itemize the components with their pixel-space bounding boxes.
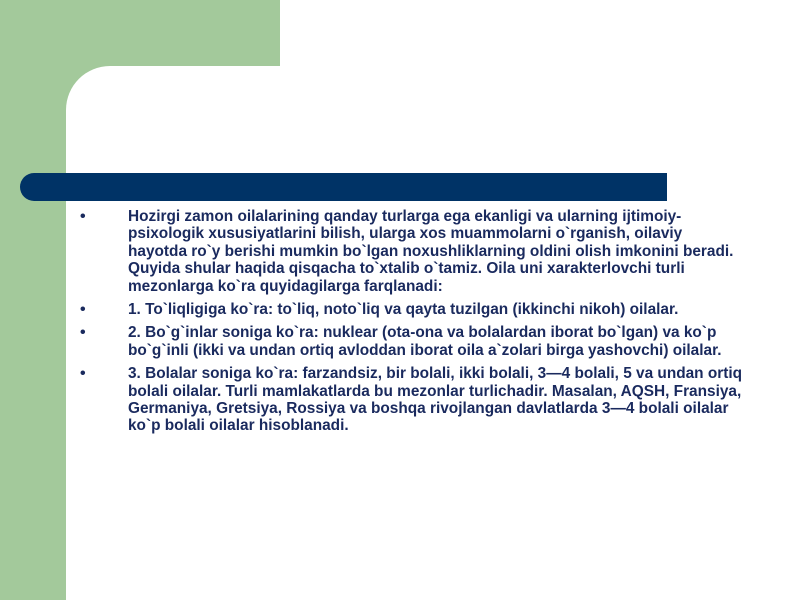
bullet-dot-icon: • (80, 208, 86, 225)
bullet-text: Hozirgi zamon oilalarining qanday turlarga ega ekanligi va ularning ijtimoiy-psixologik xususiyatlarini bilish, ularga xos muammolarni o`rganish, oilaviy hayotda ro`y berishi mumkin bo`lgan noxushliklarning oldini olish imkonini beradi. Quyida shular haqida qisqacha to`xtalib o`tamiz. Oila uni xarakterlovchi turli mezonlarga ko`ra quyidagilarga farqlanadi: (128, 208, 734, 295)
bullet-list (80, 208, 745, 441)
bullet-dot-icon: • (80, 301, 86, 319)
bullet-text: 3. Bolalar soniga ko`ra: farzandsiz, bir bolali, ikki bolali, 3—4 bolali, 5 va undan ortiq bolali oilalar. Turli mamlakatlarda bu mezonlar turlichadir. Masalan, AQSH, Fransiya, Germaniya, Gretsiya, Rossiya va boshqa rivojlangan davlatlarda 3—4 bolali oilalar ko`p bolali oilalar hisoblanadi. (128, 365, 743, 435)
bullet-item-intro (80, 208, 745, 295)
bullet-text: 2. Bo`g`inlar soniga ko`ra: nuklear (ota-ona va bolalardan iborat bo`lgan) va ko`p bo`g`inli (ikki va undan ortiq avloddan iborat oila a`zolari birga yashovchi) oilalar. (128, 324, 722, 359)
bullet-item-children (80, 365, 745, 435)
bullet-dot-icon: • (80, 365, 86, 383)
bullet-text: 1. To`liqligiga ko`ra: to`liq, noto`liq va qayta tuzilgan (ikkinchi nikoh) oilalar. (128, 301, 679, 319)
bullet-dot-icon: • (80, 324, 86, 342)
bullet-item-generations (80, 324, 745, 359)
title-bar (20, 173, 667, 201)
bullet-item-completeness (80, 301, 745, 318)
